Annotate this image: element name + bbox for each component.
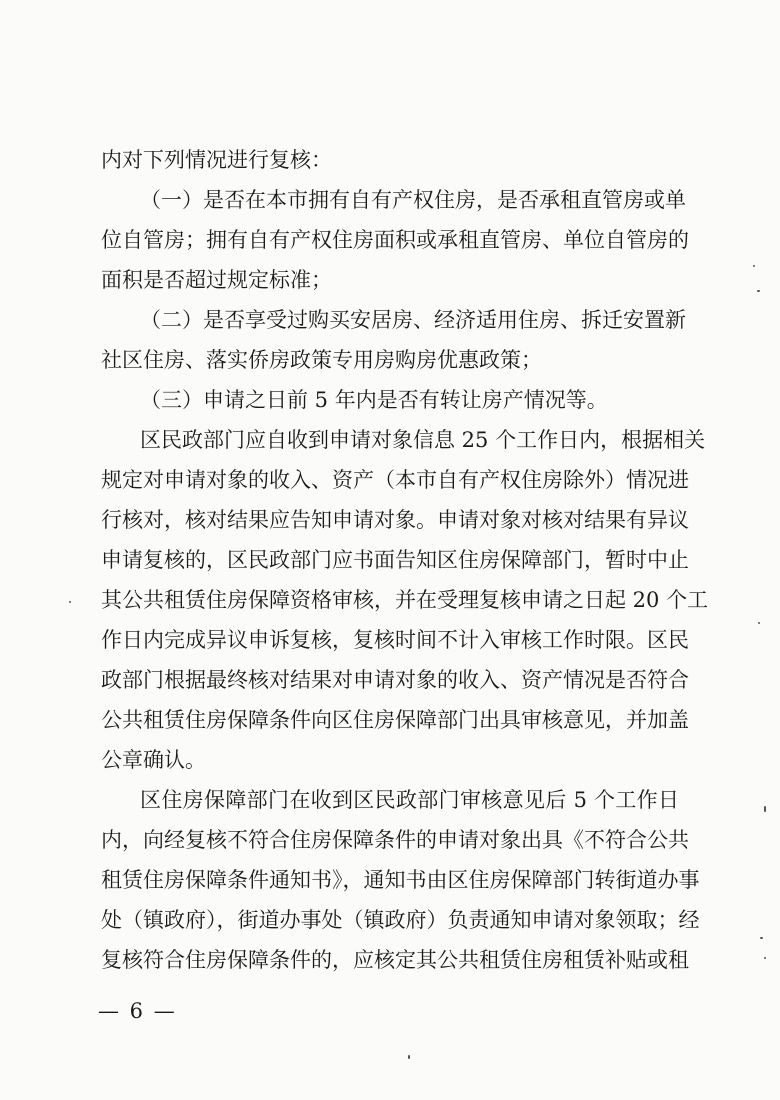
scan-speck [753,265,755,267]
text-line: （三）申请之日前 5 年内是否有转让房产情况等。 [140,388,608,412]
scan-speck [764,957,766,959]
text-line: 内，向经复核不符合住房保障条件的申请对象出具《不符合公共 [101,828,689,852]
text-line: 作日内完成异议申诉复核，复核时间不计入审核工作时限。区民 [101,628,689,652]
text-line: （二）是否享受过购买安居房、经济适用住房、拆迁安置新 [140,308,686,332]
text-line: 社区住房、落实侨房政策专用房购房优惠政策； [101,348,542,372]
scan-speck [758,622,760,624]
text-line: 公共租赁住房保障条件向区住房保障部门出具审核意见，并加盖 [101,708,689,732]
text-line: 行核对，核对结果应告知申请对象。申请对象对核对结果有异议 [101,508,689,532]
page-number: — 6 — [98,999,177,1023]
text-line: 位自管房；拥有自有产权住房面积或承租直管房、单位自管房的 [101,228,689,252]
text-line: 政部门根据最终核对结果对申请对象的收入、资产情况是否符合 [101,668,689,692]
scan-speck [69,601,71,603]
text-line: 申请复核的，区民政部门应书面告知区住房保障部门，暂时中止 [101,548,689,572]
text-line: 租赁住房保障条件通知书》，通知书由区住房保障部门转街道办事 [101,868,700,892]
text-line: 复核符合住房保障条件的，应核定其公共租赁住房租赁补贴或租 [101,948,689,972]
text-line: 公章确认。 [101,748,206,772]
text-line: 区住房保障部门在收到区民政部门审核意见后 5 个工作日 [140,788,679,812]
text-line: 区民政部门应自收到申请对象信息 25 个工作日内，根据相关 [140,428,706,452]
scan-speck [408,1055,410,1059]
text-line: 内对下列情况进行复核： [101,148,332,172]
scan-speck [760,937,763,939]
text-line: 其公共租赁住房保障资格审核，并在受理复核申请之日起 20 个工 [101,588,709,612]
scan-speck [757,290,760,292]
text-line: （一）是否在本市拥有自有产权住房，是否承租直管房或单 [140,188,686,212]
text-line: 处（镇政府），街道办事处（镇政府）负责通知申请对象领取；经 [101,908,700,932]
text-line: 规定对申请对象的收入、资产（本市自有产权住房除外）情况进 [101,468,689,492]
scan-speck [764,806,766,812]
text-line: 面积是否超过规定标准； [101,268,332,292]
